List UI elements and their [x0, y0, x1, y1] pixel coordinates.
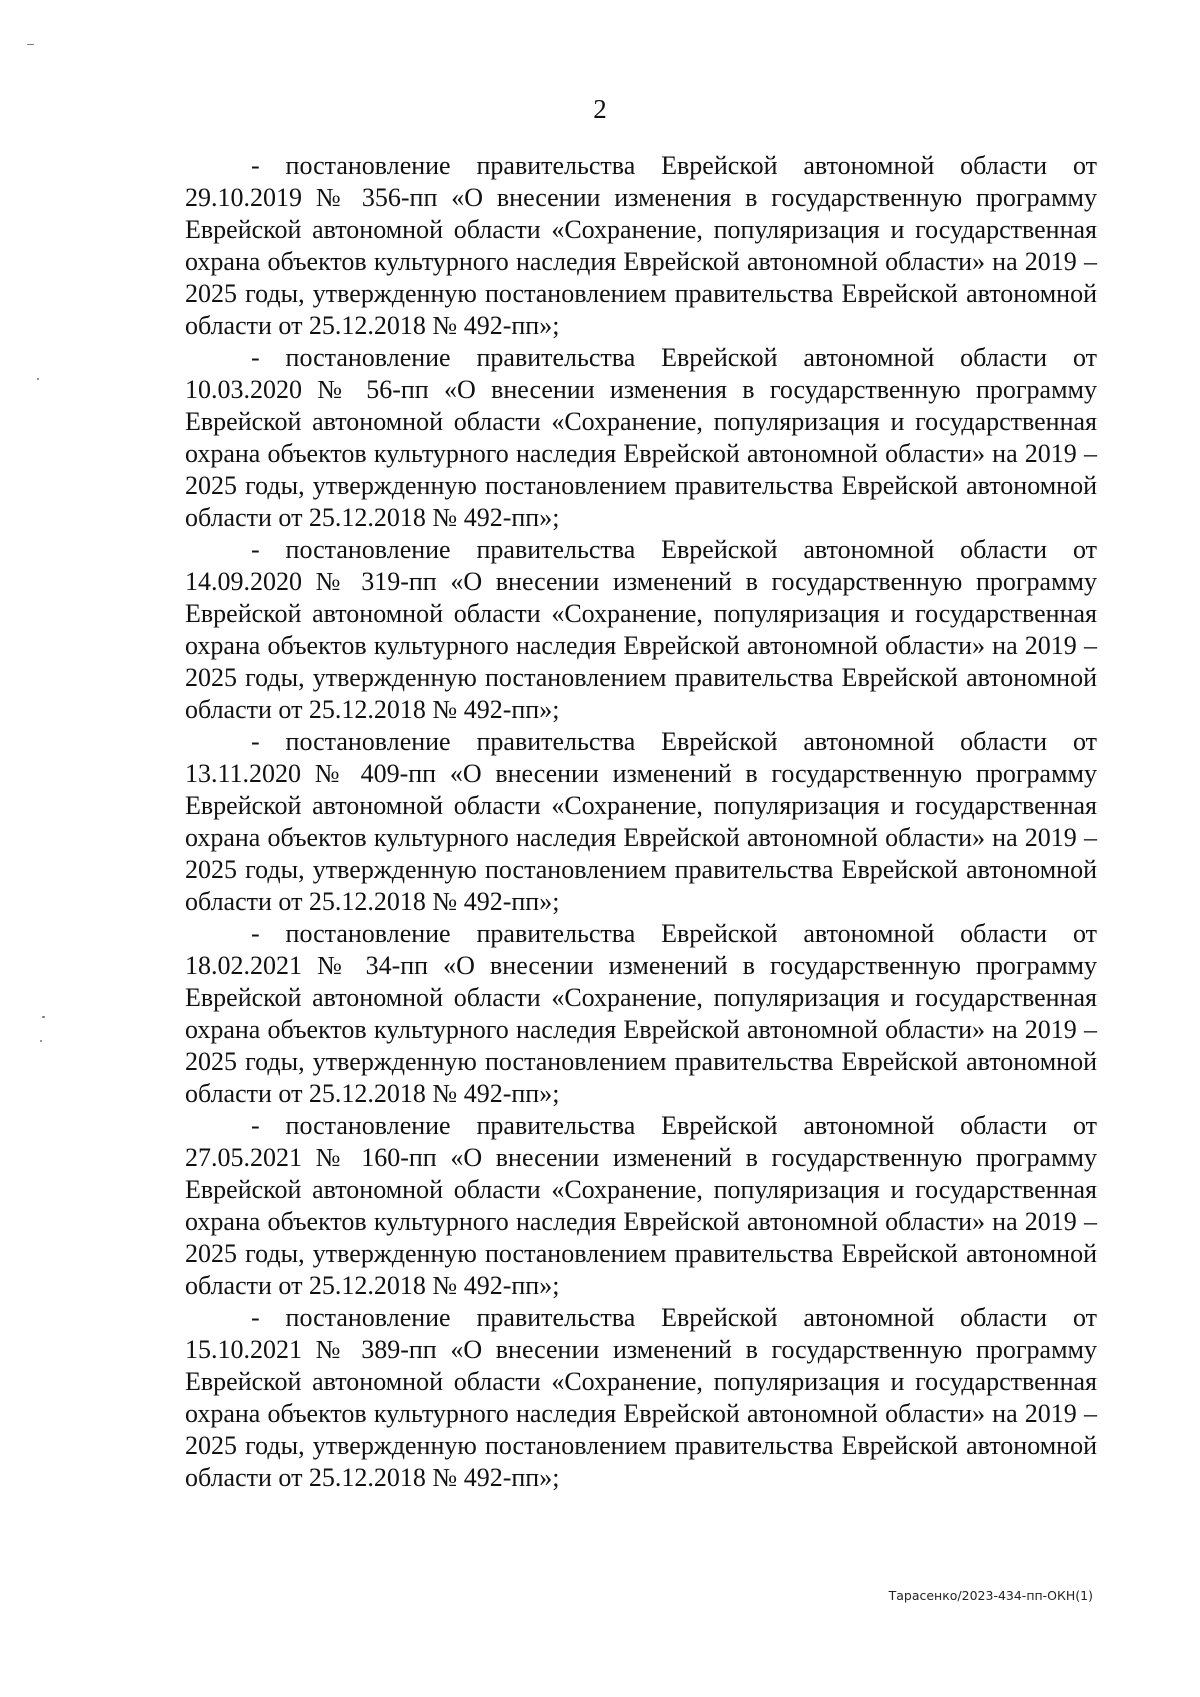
document-code: Тарасенко/2023-434-пп-ОКН(1) [888, 1588, 1093, 1603]
list-item: - постановление правительства Еврейской автономной области от 27.05.2021 № 160-пп «О внесении изменений в государственную программу Еврейской автономной области «Сохранение, популяризация и государственная охрана объектов культурного наследия Еврейской автономной области» на 2019 – 2025 годы, утвержденную постановлением правительства Еврейской автономной области от 25.12.2018 № 492-пп»; [185, 1111, 1097, 1300]
page-number: 2 [593, 94, 607, 124]
scan-speck [42, 1016, 45, 1018]
scan-speck [40, 1040, 42, 1042]
list-item: - постановление правительства Еврейской автономной области от 10.03.2020 № 56-пп «О внесении изменения в государственную программу Еврейской автономной области «Сохранение, популяризация и государственная охрана объектов культурного наследия Еврейской автономной области» на 2019 – 2025 годы, утвержденную постановлением правительства Еврейской автономной области от 25.12.2018 № 492-пп»; [185, 343, 1097, 532]
scan-speck [27, 44, 34, 45]
list-item: - постановление правительства Еврейской автономной области от 13.11.2020 № 409-пп «О внесении изменений в государственную программу Еврейской автономной области «Сохранение, популяризация и государственная охрана объектов культурного наследия Еврейской автономной области» на 2019 – 2025 годы, утвержденную постановлением правительства Еврейской автономной области от 25.12.2018 № 492-пп»; [185, 727, 1097, 916]
document-body [185, 150, 1097, 1494]
list-item: - постановление правительства Еврейской автономной области от 18.02.2021 № 34-пп «О внесении изменений в государственную программу Еврейской автономной области «Сохранение, популяризация и государственная охрана объектов культурного наследия Еврейской автономной области» на 2019 – 2025 годы, утвержденную постановлением правительства Еврейской автономной области от 25.12.2018 № 492-пп»; [185, 919, 1097, 1108]
list-item: - постановление правительства Еврейской автономной области от 29.10.2019 № 356-пп «О внесении изменения в государственную программу Еврейской автономной области «Сохранение, популяризация и государственная охрана объектов культурного наследия Еврейской автономной области» на 2019 – 2025 годы, утвержденную постановлением правительства Еврейской автономной области от 25.12.2018 № 492-пп»; [185, 151, 1097, 340]
scan-speck [37, 378, 39, 380]
list-item: - постановление правительства Еврейской автономной области от 15.10.2021 № 389-пп «О внесении изменений в государственную программу Еврейской автономной области «Сохранение, популяризация и государственная охрана объектов культурного наследия Еврейской автономной области» на 2019 – 2025 годы, утвержденную постановлением правительства Еврейской автономной области от 25.12.2018 № 492-пп»; [185, 1303, 1097, 1492]
list-item: - постановление правительства Еврейской автономной области от 14.09.2020 № 319-пп «О внесении изменений в государственную программу Еврейской автономной области «Сохранение, популяризация и государственная охрана объектов культурного наследия Еврейской автономной области» на 2019 – 2025 годы, утвержденную постановлением правительства Еврейской автономной области от 25.12.2018 № 492-пп»; [185, 535, 1097, 724]
